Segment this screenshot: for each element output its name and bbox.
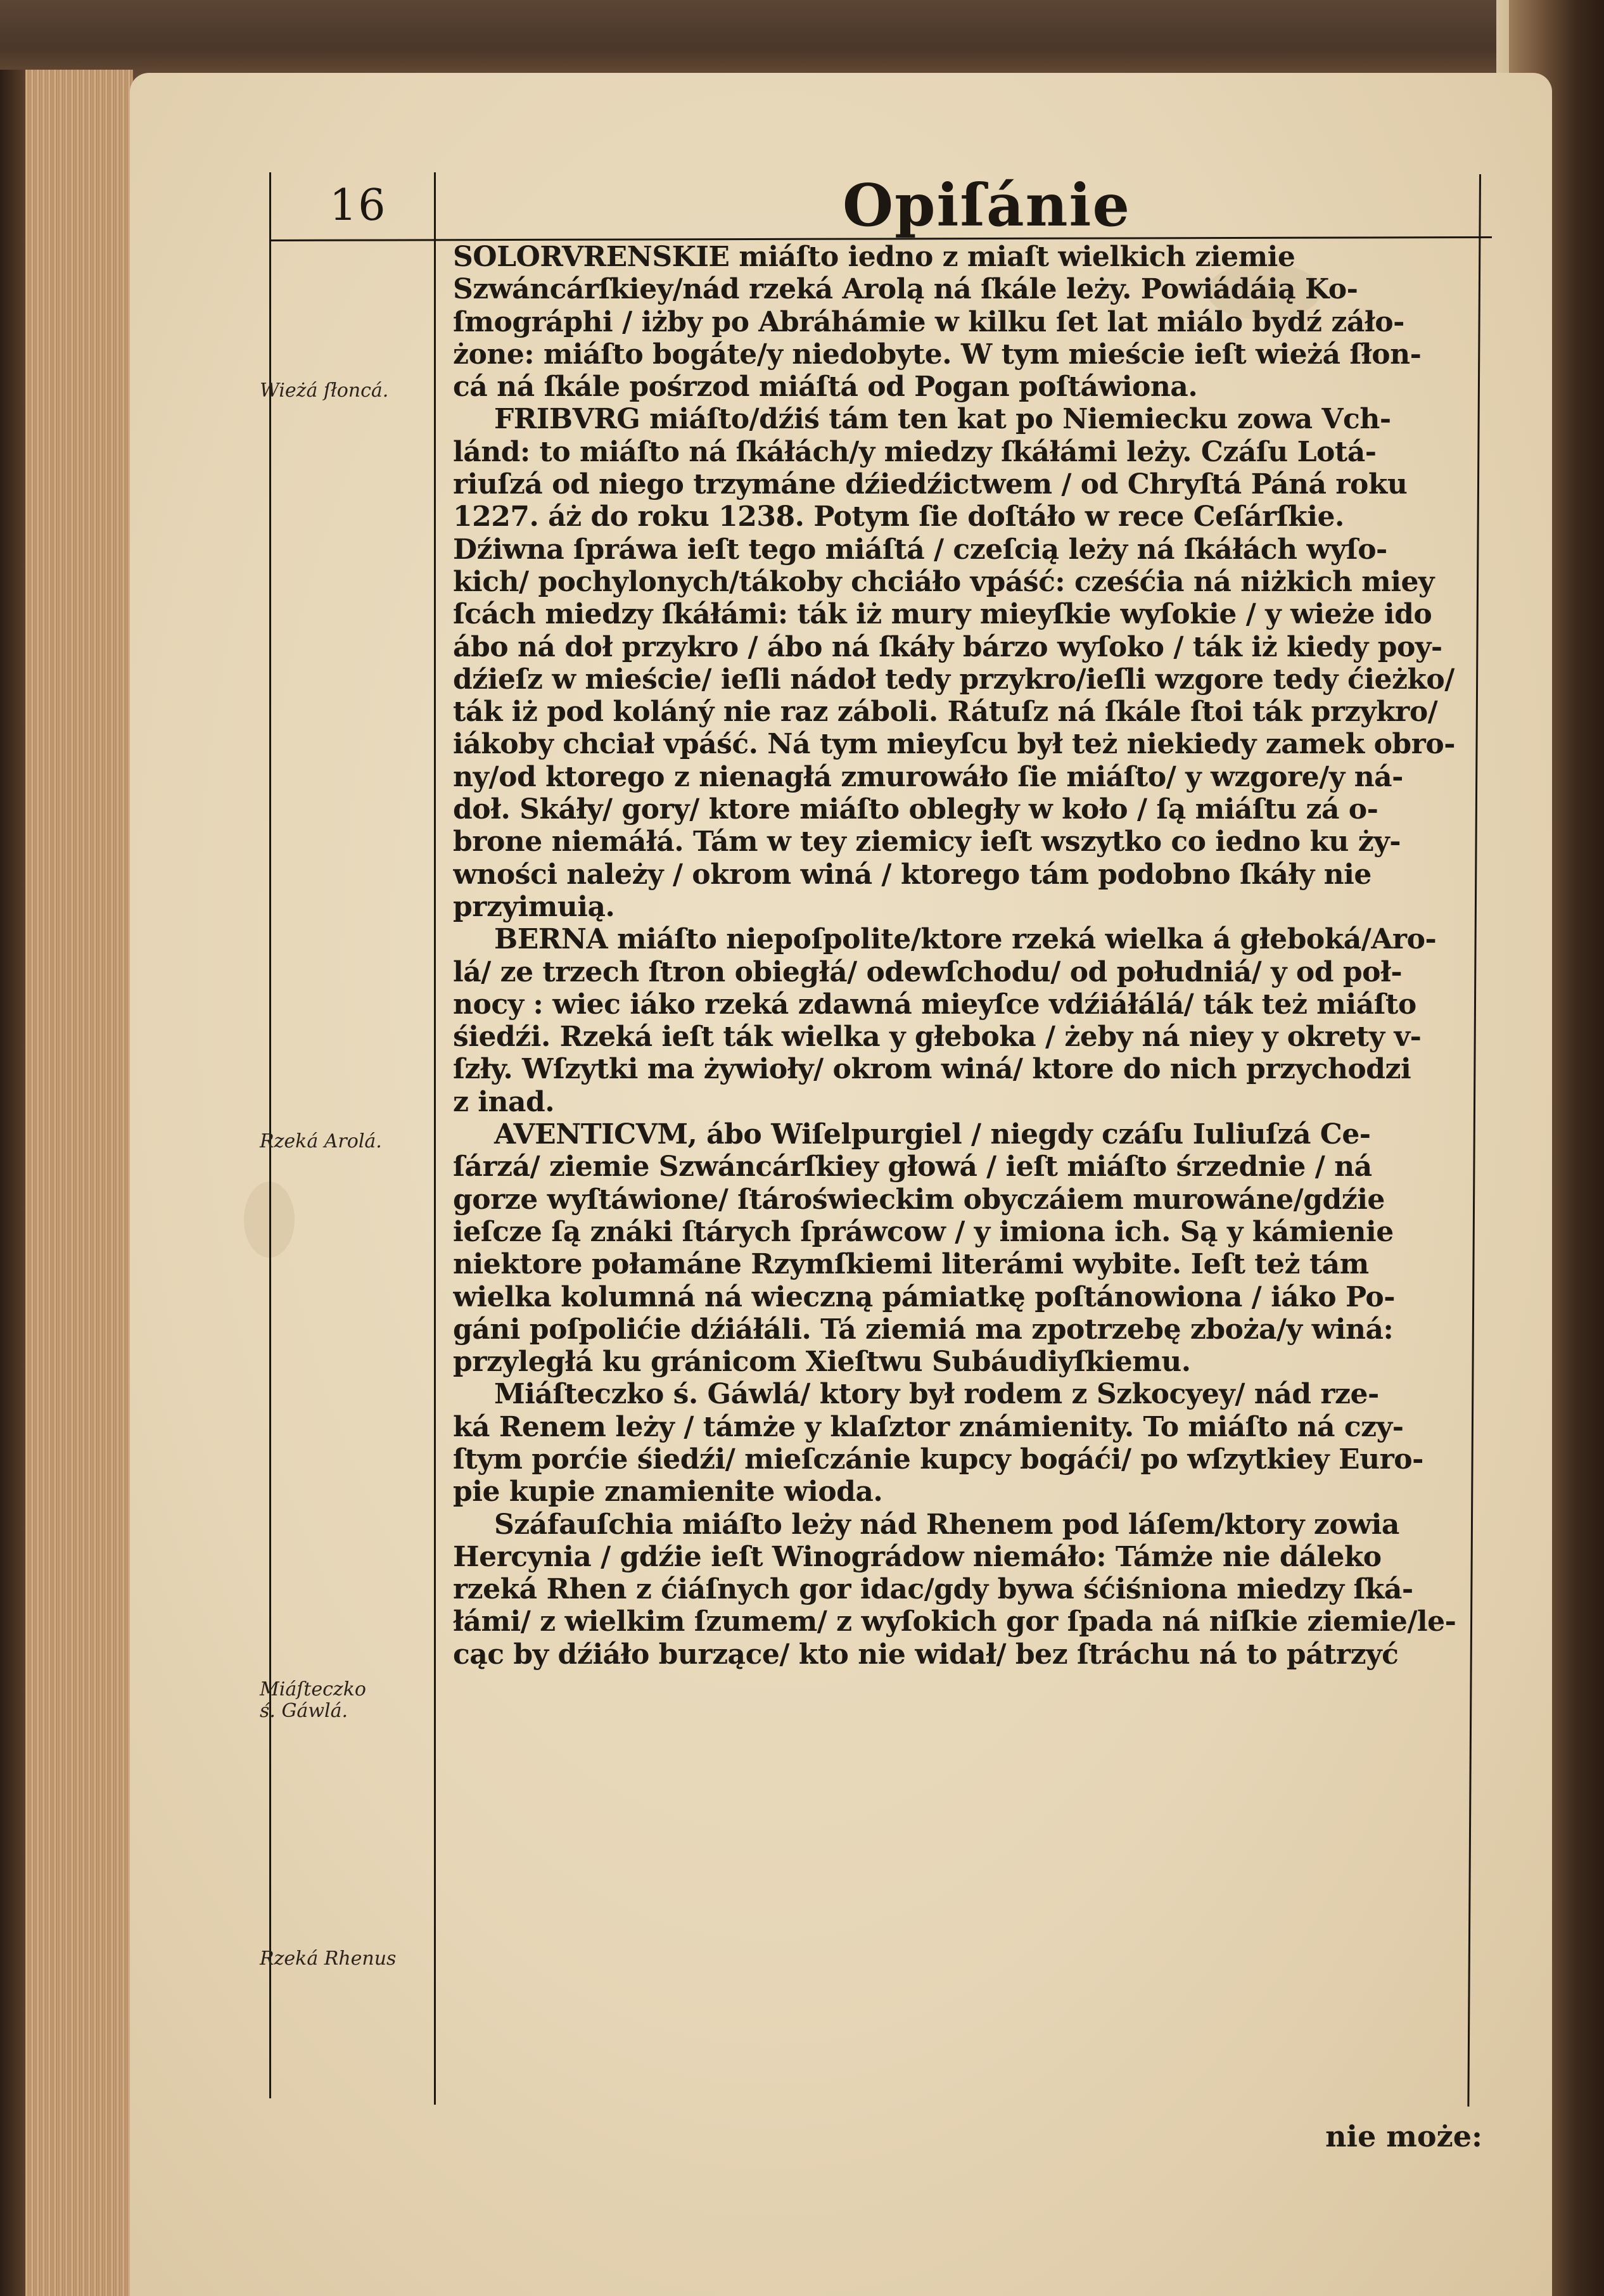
text-line: dźieſz w mieście/ ieſli nádoł tedy przykro/ieſli wzgore tedy ćieżko/ [453,663,1454,696]
text-line: ſmográphi / iżby po Abráhámie w kilku ſet lat miálo bydź záło- [453,305,1404,338]
text-line: przyległá ku gránicom Xieſtwu Subáudiyſkiemu. [453,1346,1191,1379]
text-line: lánd: to miáſto ná ſkáłách/y miedzy ſkáłámi leży. Czáſu Lotá- [453,435,1377,468]
text-line: doł. Skáły/ gory/ ktore miáſto obległy w koło / ſą miáſtu zá o- [453,793,1378,826]
text-line: żone: miáſto bogáte/y niedobyte. W tym mieście ieſt wieżá ſłon- [453,338,1422,371]
text-line: cá ná ſkále pośrzod miáſtá od Pogan poſtáwiona. [453,371,1198,404]
catchword: nie może: [1325,2119,1482,2153]
text-line: z inad. [453,1085,555,1118]
text-line: FRIBVRG miáſto/dźiś tám ten kat po Niemiecku zowa Vch- [494,403,1391,436]
inner-margin-rule [434,172,436,2105]
text-line: rzeká Rhen z ćiáſnych gor idac/gdy bywa śćiśniona miedzy ſká- [453,1573,1413,1606]
text-line: nocy : wiec iáko rzeká zdawná mieyſce vdźiáłálá/ ták też miáſto [453,988,1416,1021]
text-line: SOLORVRENSKIE miáſto iedno z miaſt wielkich ziemie [453,241,1295,273]
margin-note [260,380,424,402]
text-line: ták iż pod koláný nie raz záboli. Rátuſz ná ſkále ſtoi ták przykro/ [453,696,1438,729]
text-line: wności należy / okrom winá / ktorego tám podobno ſkáły nie [453,858,1372,891]
text-line: gorze wyſtáwione/ ſtároświeckim obyczáiem murowáne/gdźie [453,1183,1385,1216]
running-title: Opiſánie [843,171,1131,239]
text-line: ſárzá/ ziemie Szwáncárſkiey głowá / ieſt miáſto śrzednie / ná [453,1151,1372,1183]
text-line: ſzły. Wſzytki ma żywioły/ okrom winá/ ktore do nich przychodzi [453,1053,1411,1086]
text-line: ſcách miedzy ſkáłámi: ták iż mury mieyſkie wyſokie / y wieże ido [453,598,1432,631]
text-line: AVENTICVM, ábo Wiſelpurgiel / niegdy czáſu Iuliuſzá Ce- [494,1118,1371,1151]
text-line: łámi/ z wielkim ſzumem/ z wyſokich gor ſpada ná niſkie ziemie/le- [453,1605,1456,1638]
text-line: BERNA miáſto niepoſpolite/ktore rzeká wielka á głeboká/Aro- [494,923,1437,956]
margin-note [260,1131,424,1152]
text-line: brone niemáłá. Tám w tey ziemicy ieſt wszytko co iedno ku ży- [453,826,1401,858]
text-line: cąc by dźiáło burzące/ kto nie widał/ bez ſtráchu ná to pátrzyć [453,1638,1399,1671]
text-line: ieſcze ſą znáki ſtárych ſpráwcow / y imiona ich. Są y kámienie [453,1215,1394,1248]
margin-note-line: ś. Gáwlá. [260,1700,348,1722]
text-line: Hercynia / gdźie ieſt Winográdow niemáło: Támże nie dáleko [453,1540,1382,1573]
margin-note-line: Rzeká Rhenus [260,1948,397,1970]
text-line: ſtym porćie śiedźi/ mieſczánie kupcy bogáći/ po wſzytkiey Euro- [453,1443,1423,1476]
text-line: pie kupie znamienite wioda. [453,1476,883,1508]
book-cover-edge [0,70,25,2296]
text-line: śiedźi. Rzeká ieſt ták wielka y głeboka / żeby ná niey y okrety v- [453,1021,1422,1054]
text-line: gáni poſpolićie dźiáłáli. Tá ziemiá ma zpotrzebę zboża/y winá: [453,1313,1394,1346]
text-line: wielka kolumná ná wieczną pámiatkę poſtánowiona / iáko Po- [453,1280,1395,1313]
margin-note-line: Miáſteczko [260,1678,366,1700]
text-line: niektore połamáne Rzymſkiemi literámi wybite. Ieſt też tám [453,1248,1369,1281]
body-text [453,241,1482,1671]
text-line: Száfauſchia miáſto leży nád Rhenem pod láſem/ktory zowia [494,1508,1399,1541]
page-number: 16 [329,181,387,231]
text-line: ny/od ktorego z nienagłá zmurowáło ſie miáſto/ y wzgore/y ná- [453,760,1403,793]
margin-note [260,1948,424,1970]
text-line: ábo ná doł przykro / ábo ná ſkáły bárzo wyſoko / ták iż kiedy poy- [453,630,1442,663]
text-line: 1227. áż do roku 1238. Potym ſie doſtáło w rece Ceſárſkie. [453,501,1344,533]
background-fabric [0,0,1604,82]
text-line: Miáſteczko ś. Gáwlá/ ktory był rodem z Szkocyey/ nád rze- [494,1378,1379,1411]
text-line: Szwáncárſkiey/nád rzeká Arolą ná ſkále leży. Powiádáią Ko- [453,273,1358,306]
text-line: iákoby chciał vpáść. Ná tym mieyſcu był też niekiedy zamek obro- [453,728,1455,761]
text-line: riuſzá od niego trzymáne dźiedźictwem / od Chryſtá Páná roku [453,468,1408,501]
text-line: kich/ pochylonych/tákoby chciáło vpáść: cześćia ná niżkich miey [453,565,1434,598]
margin-note [260,1679,424,1722]
text-line: lá/ ze trzech ſtron obiegłá/ odewſchodu/ od południá/ y od poł- [453,955,1403,988]
margin-note-line: Wieżá ſłoncá. [260,379,389,402]
margin-note-line: Rzeká Arolá. [260,1130,382,1152]
text-line: ká Renem leży / támże y klaſztor známienity. To miáſto ná czy- [453,1410,1404,1443]
text-line: przyimuią. [453,890,615,923]
text-line: Dźiwna ſpráwa ieſt tego miáſtá / czeſcią leży ná ſkáłách wyſo- [453,533,1387,566]
